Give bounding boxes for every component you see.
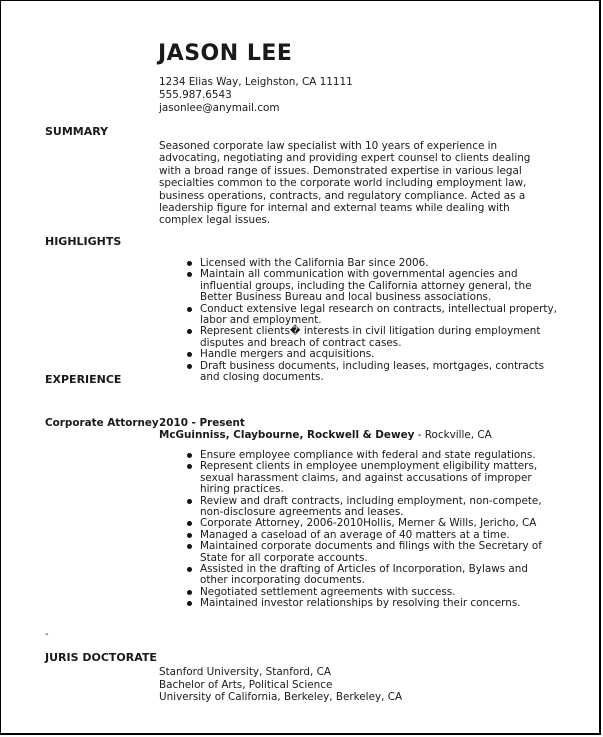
list-item: Handle mergers and acquisitions. [187, 349, 557, 360]
list-item: Corporate Attorney, 2006-2010Hollis, Merner & Wills, Jericho, CA [187, 518, 557, 529]
summary-heading: SUMMARY [45, 125, 109, 138]
list-item: Licensed with the California Bar since 2006. [187, 258, 557, 269]
list-item: Ensure employee compliance with federal and state regulations. [187, 450, 557, 461]
bullet-icon [187, 307, 192, 312]
highlights-heading: HIGHLIGHTS [45, 235, 122, 248]
school-line: University of California, Berkeley, Berkeley, CA [159, 691, 403, 703]
bullet-icon [187, 261, 192, 266]
employer-name: McGuinniss, Claybourne, Rockwell & Dewey [159, 429, 415, 441]
list-item: Review and draft contracts, including employment, non-compete, non-disclosure agreements and leases. [187, 496, 557, 519]
list-item: Maintained corporate documents and filings with the Secretary of State for all corporate accounts. [187, 541, 557, 564]
bullet-icon [187, 521, 192, 526]
bullet-icon [187, 567, 192, 572]
employer-location: - Rockville, CA [414, 429, 492, 441]
experience-list [187, 450, 557, 610]
summary-text: Seasoned corporate law specialist with 10 years of experience in advocating, negotiating and providing expert counsel to clients dealing with a broad range of issues. Demonstrated expertise in various legal specialties common to the corporate world including employment law, business operations, contracts, and regulatory compliance. Acted as a leadership figure for internal and external teams while dealing with complex legal issues. [159, 140, 531, 227]
email: jasonlee@anymail.com [159, 102, 280, 114]
contact-block [159, 76, 353, 115]
list-item: Draft business documents, including leases, mortgages, contracts and closing documents. [187, 361, 557, 384]
bullet-icon [187, 590, 192, 595]
job-dates: 2010 - Present [159, 417, 245, 429]
job-title: Corporate Attorney [45, 417, 159, 429]
school-line: Stanford University, Stanford, CA [159, 666, 331, 678]
bullet-icon [187, 364, 192, 369]
bullet-icon [187, 544, 192, 549]
education-block [159, 666, 402, 704]
section-separator: - [45, 629, 49, 640]
list-item: Conduct extensive legal research on contracts, intellectual property, labor and employment. [187, 304, 557, 327]
list-item: Maintain all communication with governmental agencies and influential groups, including the California attorney general, the Better Business Bureau and local business associations. [187, 269, 557, 303]
bullet-icon [187, 352, 192, 357]
bullet-icon [187, 499, 192, 504]
bullet-icon [187, 272, 192, 277]
phone: 555.987.6543 [159, 89, 232, 101]
education-heading: JURIS DOCTORATE [45, 651, 157, 664]
list-item: Assisted in the drafting of Articles of Incorporation, Bylaws and other incorporating documents. [187, 564, 557, 587]
bullet-icon [187, 464, 192, 469]
list-item: Maintained investor relationships by resolving their concerns. [187, 598, 557, 609]
employer-line [159, 429, 492, 441]
highlights-list [187, 258, 557, 383]
list-item: Represent clients in employee unemployment eligibility matters, sexual harassment claims, and against accusations of improper hiring practices. [187, 461, 557, 495]
degree-line: Bachelor of Arts, Political Science [159, 678, 333, 691]
bullet-icon [187, 601, 192, 606]
bullet-icon [187, 329, 192, 334]
list-item: Represent clients� interests in civil litigation during employment disputes and breach of contract cases. [187, 326, 557, 349]
bullet-icon [187, 453, 192, 458]
bullet-icon [187, 533, 192, 538]
experience-heading: EXPERIENCE [45, 373, 122, 386]
list-item: Negotiated settlement agreements with success. [187, 587, 557, 598]
candidate-name: JASON LEE [158, 41, 293, 66]
address: 1234 Elias Way, Leighston, CA 11111 [159, 76, 353, 88]
list-item: Managed a caseload of an average of 40 matters at a time. [187, 530, 557, 541]
